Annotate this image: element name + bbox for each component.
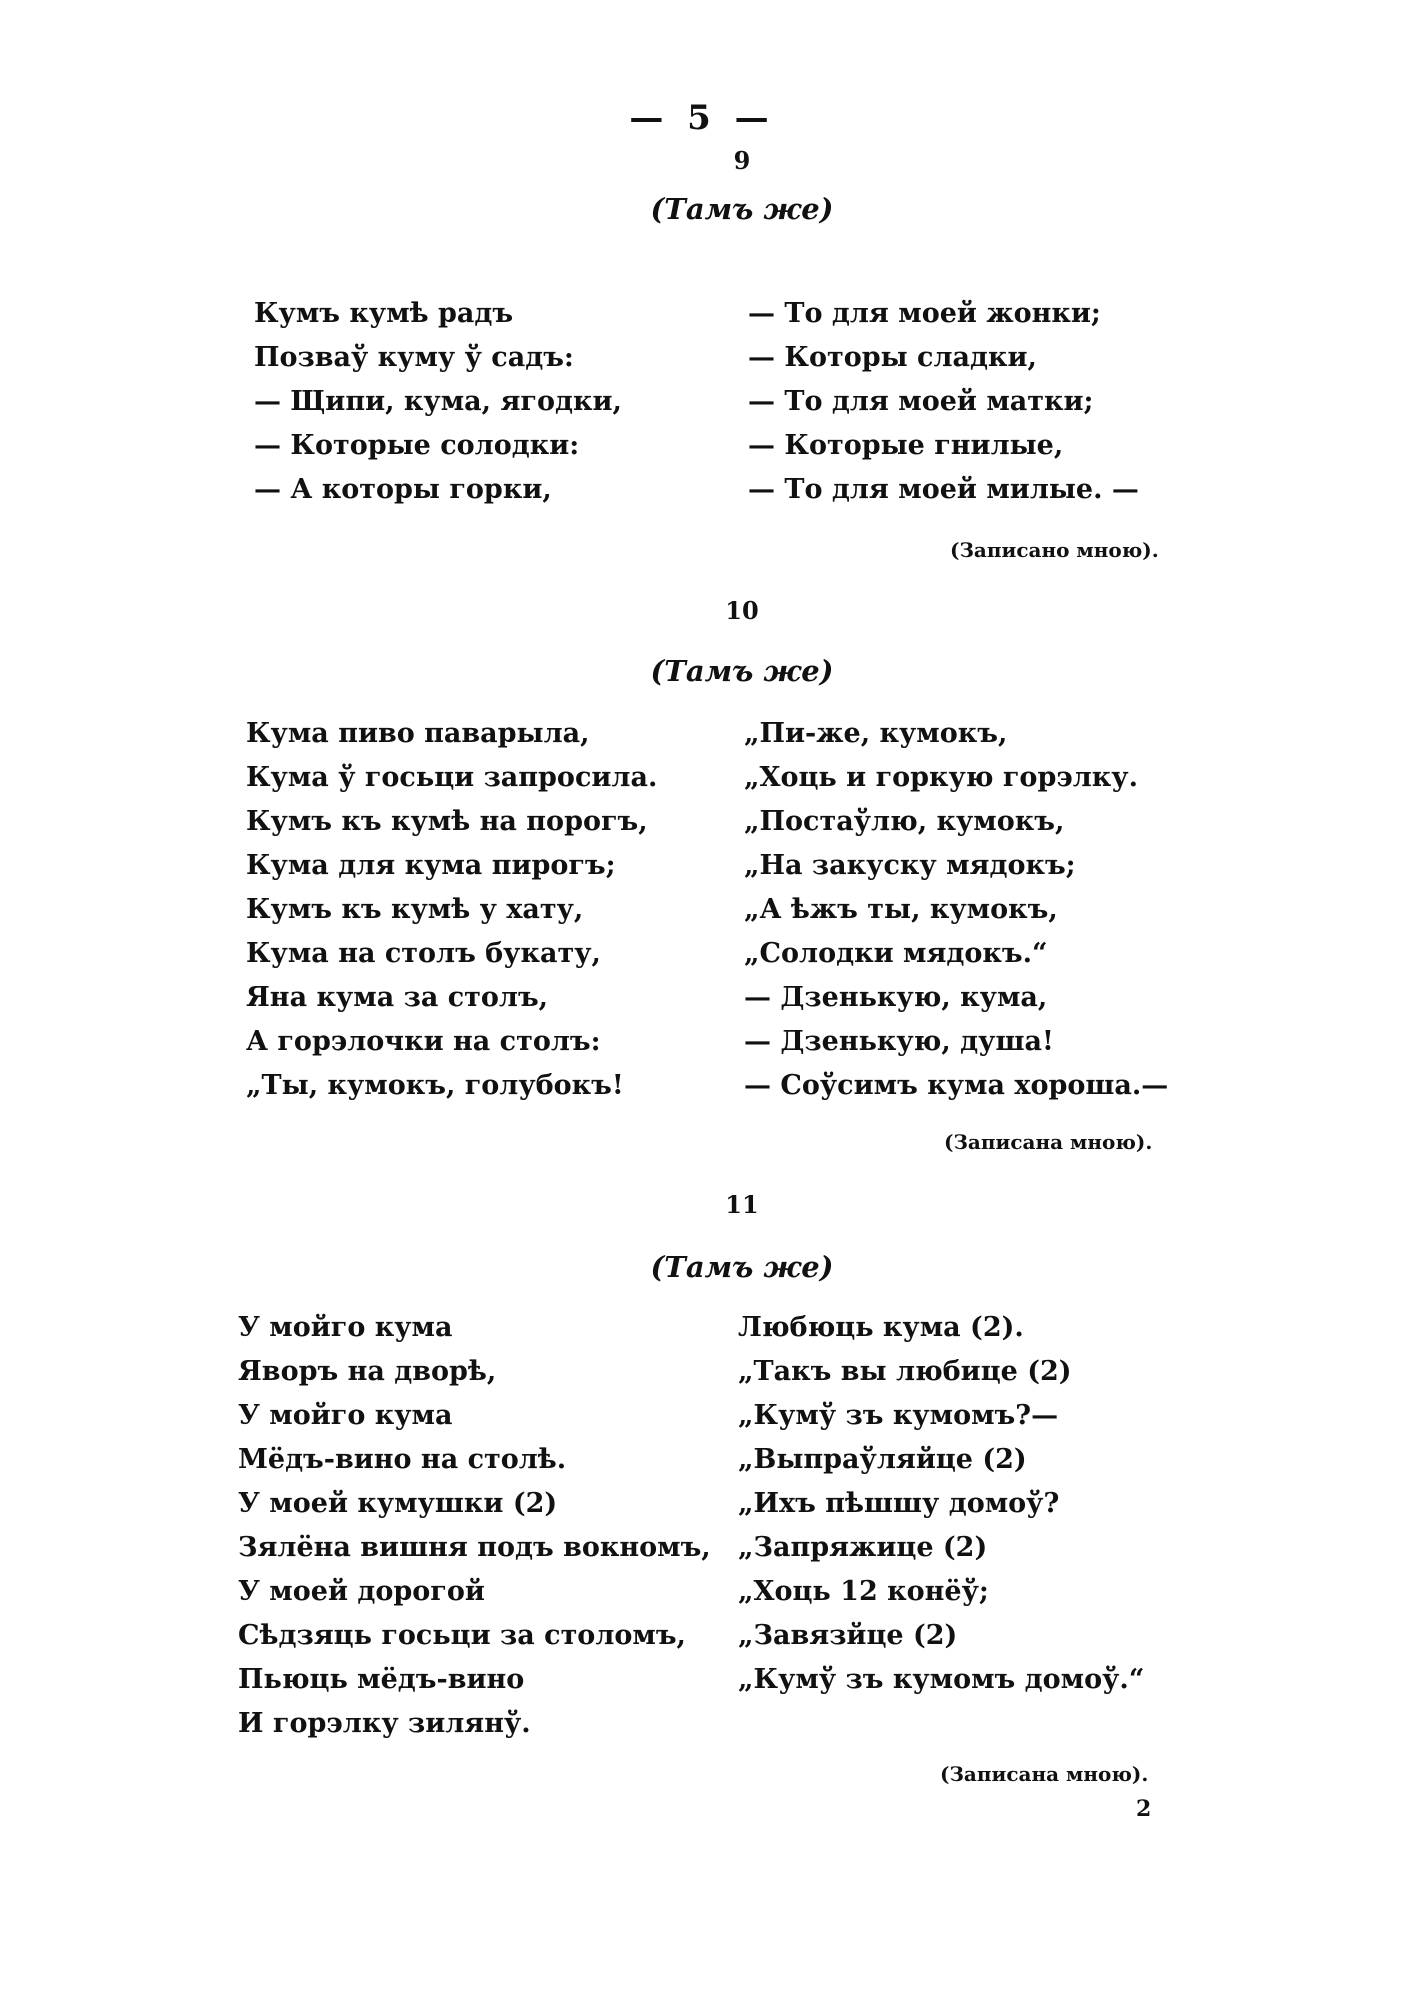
- verse-line: — Которые солодки:: [254, 430, 580, 461]
- verse-line: Кума ў госьци запросила.: [246, 762, 658, 793]
- page-number: — 5 —: [629, 98, 775, 138]
- verse-line: „Постаўлю, кумокъ,: [744, 806, 1065, 837]
- verse-line: У моей кумушки (2): [238, 1488, 558, 1519]
- verse-line: Кумъ къ кумѣ на порогъ,: [246, 806, 648, 837]
- verse-line: — Щипи, кума, ягодки,: [254, 386, 622, 417]
- verse-line: „А ѣжъ ты, кумокъ,: [744, 894, 1058, 925]
- verse-line: Кума для кума пирогъ;: [246, 850, 616, 881]
- section-source-9: (Тамъ же): [650, 192, 834, 226]
- verse-line: „Кумў зъ кумомъ домоў.“: [738, 1664, 1145, 1695]
- verse-line: „Выпраўляйце (2): [738, 1444, 1027, 1475]
- verse-line: — А которы горки,: [254, 474, 552, 505]
- section-9-right-column: [748, 292, 1139, 512]
- verse-line: Кума на столъ букату,: [246, 938, 601, 969]
- verse-line: „Хоць и горкую горэлку.: [744, 762, 1138, 793]
- verse-line: Пьюць мёдъ-вино: [238, 1664, 525, 1695]
- verse-line: „Такъ вы любице (2): [738, 1356, 1072, 1387]
- verse-line: И горэлку зилянў.: [238, 1708, 531, 1739]
- verse-line: „Хоць 12 конёў;: [738, 1576, 989, 1607]
- verse-line: „На закуску мядокъ;: [744, 850, 1076, 881]
- section-number-11: 11: [725, 1190, 759, 1219]
- verse-line: Любюць кума (2).: [738, 1312, 1024, 1343]
- verse-line: Кумъ къ кумѣ у хату,: [246, 894, 584, 925]
- verse-line: — Дзенькую, кума,: [744, 982, 1048, 1013]
- verse-line: Сѣдзяць госьци за столомъ,: [238, 1620, 686, 1651]
- section-11-left-column: [238, 1306, 711, 1746]
- section-11-right-column: [738, 1306, 1144, 1702]
- verse-line: „Кумў зъ кумомъ?—: [738, 1400, 1059, 1431]
- verse-line: У мойго кума: [238, 1400, 453, 1431]
- verse-line: Яворъ на дворѣ,: [238, 1356, 497, 1387]
- verse-line: „Ихъ пѣшшу домоў?: [738, 1488, 1060, 1519]
- verse-line: — То для моей матки;: [748, 386, 1094, 417]
- section-source-11: (Тамъ же): [650, 1250, 834, 1284]
- section-number-9: 9: [733, 146, 751, 175]
- verse-line: „Завязйце (2): [738, 1620, 958, 1651]
- verse-line: Кума пиво паварыла,: [246, 718, 590, 749]
- verse-line: Кумъ кумѣ радъ: [254, 298, 514, 329]
- verse-line: Позваў куму ў садъ:: [254, 342, 574, 373]
- verse-line: Мёдъ-вино на столѣ.: [238, 1444, 567, 1475]
- verse-line: Яна кума за столъ,: [246, 982, 549, 1013]
- verse-line: „Ты, кумокъ, голубокъ!: [246, 1070, 624, 1101]
- verse-line: „Пи-же, кумокъ,: [744, 718, 1008, 749]
- verse-line: — Дзенькую, душа!: [744, 1026, 1054, 1057]
- verse-line: — То для моей жонки;: [748, 298, 1101, 329]
- section-source-10: (Тамъ же): [650, 654, 834, 688]
- verse-line: — Которые гнилые,: [748, 430, 1064, 461]
- verse-line: А горэлочки на столъ:: [246, 1026, 601, 1057]
- verse-line: У мойго кума: [238, 1312, 453, 1343]
- section-10-note: (Записана мною).: [944, 1130, 1153, 1154]
- verse-line: — Соўсимъ кума хороша.—: [744, 1070, 1169, 1101]
- verse-line: Зялёна вишня подъ вокномъ,: [238, 1532, 711, 1563]
- verse-line: У моей дорогой: [238, 1576, 485, 1607]
- section-10-right-column: [744, 712, 1168, 1108]
- section-number-10: 10: [725, 596, 759, 625]
- section-10-left-column: [246, 712, 657, 1108]
- section-11-note: (Записана мною).: [940, 1762, 1149, 1786]
- section-9-note: (Записано мною).: [950, 538, 1159, 562]
- signature-mark: 2: [1136, 1796, 1152, 1822]
- section-9-left-column: [254, 292, 622, 512]
- verse-line: — То для моей милые. —: [748, 474, 1139, 505]
- verse-line: „Солодки мядокъ.“: [744, 938, 1048, 969]
- verse-line: — Которы сладки,: [748, 342, 1037, 373]
- verse-line: „Запряжице (2): [738, 1532, 988, 1563]
